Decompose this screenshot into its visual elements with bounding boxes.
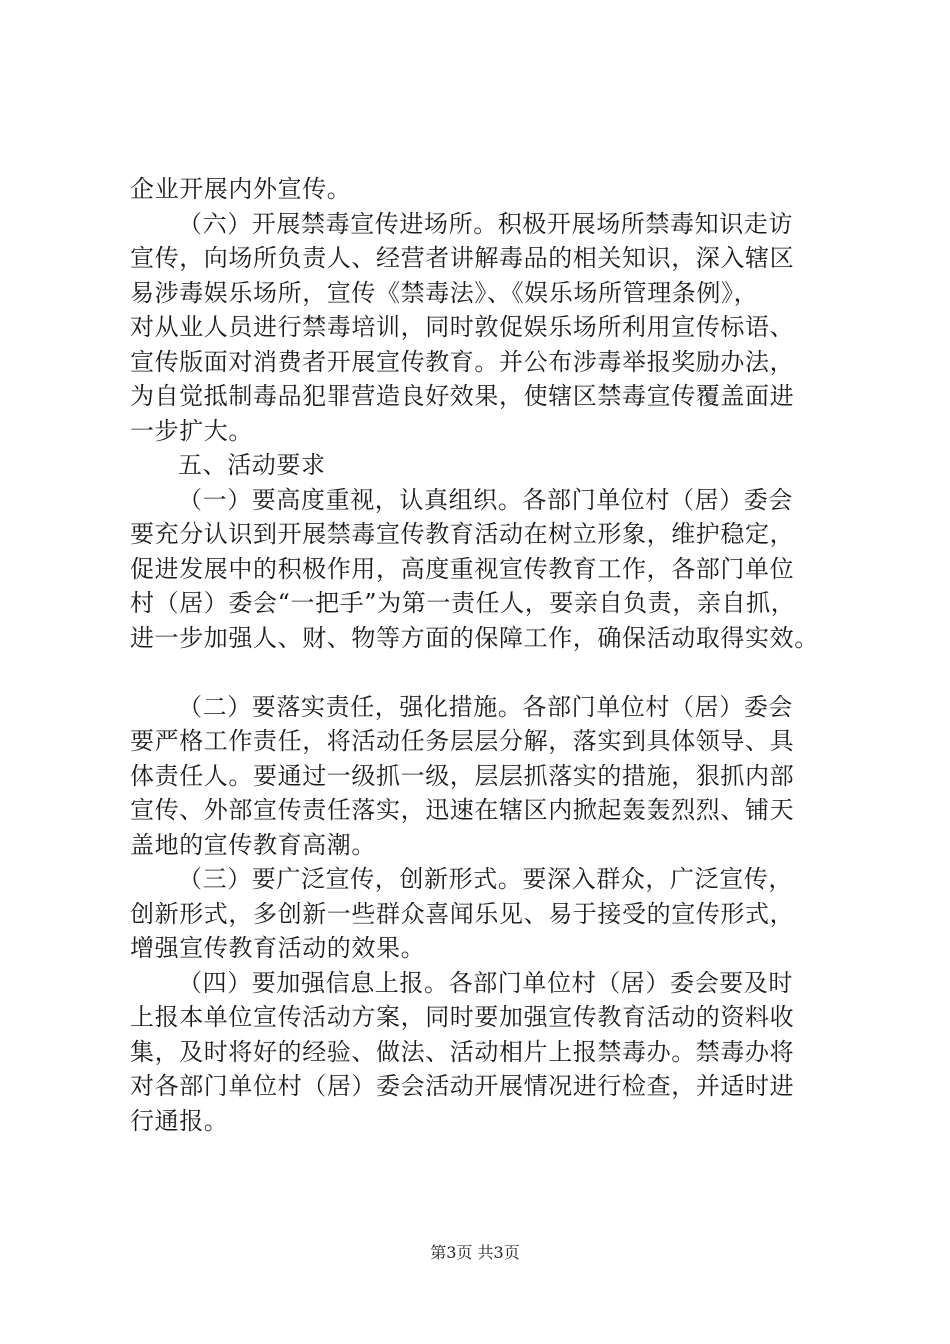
document-body [130, 172, 820, 1138]
body-line: 宣传、外部宣传责任落实，迅速在辖区内掀起轰轰烈烈、铺天 [130, 796, 795, 824]
body-line: 促进发展中的积极作用，高度重视宣传教育工作，各部门单位 [130, 554, 795, 583]
section-heading: 五、活动要求 [178, 451, 326, 479]
body-line: 企业开展内外宣传。 [130, 175, 352, 203]
paragraph-gap [130, 655, 820, 690]
requirement-two-line: （二）要落实责任，强化措施。各部门单位村（居）委会 [178, 692, 793, 721]
page-number-footer: 第3页 共3页 [430, 1243, 520, 1262]
body-line: 进一步加强人、财、物等方面的保障工作，确保活动取得实效。 [130, 623, 819, 652]
body-line: 村（居）委会“一把手”为第一责任人，要亲自负责，亲自抓， [130, 589, 796, 617]
body-line: 宣传版面对消费者开展宣传教育。并公布涉毒举报奖励办法， [130, 347, 795, 376]
body-line: 对各部门单位村（居）委会活动开展情况进行检查，并适时进 [130, 1072, 795, 1100]
body-line: 体责任人。要通过一级抓一级，层层抓落实的措施，狠抓内部 [130, 761, 795, 790]
body-line: 一步扩大。 [130, 416, 253, 445]
requirement-one-line: （一）要高度重视，认真组织。各部门单位村（居）委会 [178, 485, 793, 514]
body-line: 宣传，向场所负责人、经营者讲解毒品的相关知识，深入辖区 [130, 244, 795, 272]
body-line: 盖地的宣传教育高潮。 [130, 830, 376, 859]
body-line: 对从业人员进行禁毒培训，同时敦促娱乐场所利用宣传标语、 [130, 313, 795, 341]
requirement-four-line: （四）要加强信息上报。各部门单位村（居）委会要及时 [178, 968, 793, 997]
body-line: 创新形式，多创新一些群众喜闻乐见、易于接受的宣传形式， [130, 899, 795, 928]
body-line: 易涉毒娱乐场所，宣传《禁毒法》、《娱乐场所管理条例》， [130, 278, 759, 307]
body-line: 上报本单位宣传活动方案，同时要加强宣传教育活动的资料收 [130, 1003, 795, 1031]
body-line: 行通报。 [130, 1106, 229, 1135]
body-line: 要充分认识到开展禁毒宣传教育活动在树立形象，维护稳定， [130, 520, 795, 548]
section-six-line: （六）开展禁毒宣传进场所。积极开展场所禁毒知识走访 [178, 209, 793, 238]
body-line: 为自觉抵制毒品犯罪营造良好效果，使辖区禁毒宣传覆盖面进 [130, 382, 795, 410]
requirement-three-line: （三）要广泛宣传，创新形式。要深入群众，广泛宣传， [178, 865, 793, 893]
body-line: 增强宣传教育活动的效果。 [130, 934, 426, 962]
body-line: 要严格工作责任，将活动任务层层分解，落实到具体领导、具 [130, 727, 795, 755]
body-line: 集，及时将好的经验、做法、活动相片上报禁毒办。禁毒办将 [130, 1037, 795, 1066]
